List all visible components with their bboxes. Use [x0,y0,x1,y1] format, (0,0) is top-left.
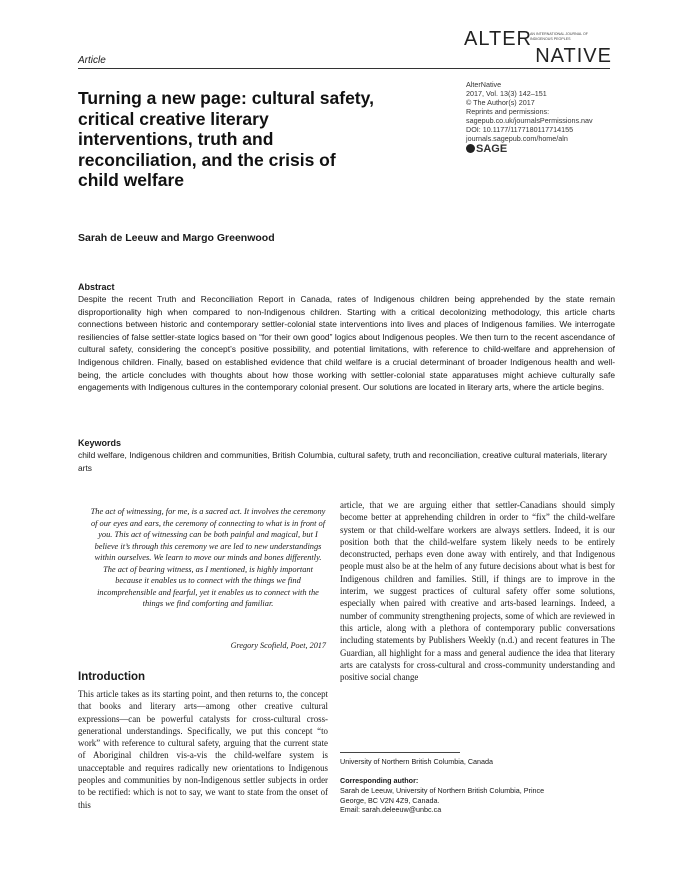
introduction-heading: Introduction [78,671,146,683]
footnote-rule [340,752,460,753]
logo-tagline: AN INTERNATIONAL JOURNAL OF INDIGENOUS PEOPLES [530,32,588,41]
meta-home-url[interactable]: journals.sagepub.com/home/aln [466,134,568,143]
logo-native: NATIVE [535,45,612,67]
meta-copyright: © The Author(s) 2017 [466,98,535,107]
article-title: Turning a new page: cultural safety, critical creative literary interventions, truth and reconciliation, and the crisis of child welfare [78,88,374,190]
sage-icon [466,144,475,153]
article-type-label: Article [78,55,106,66]
body-right-column: article, that we are arguing either that settler-Canadians should simply become better at apprehending children in order to “fix” the child-welfare system or that child-welfare workers are always settlers. Indeed, it is our position both that the child-welfare system likely needs to be entirely deconstructed, perhaps even done away with entirely, and that Indigenous people must also be at the helm of any future decisions about what is best for Indigenous children and families. Still, if things are to improve in the interim, we suggest practices of cultural safety offer some solutions, especially when paired with creative and arts-based learnings. Indeed, a number of community strengthening projects, some of which are reviewed in this article, along with a plethora of contemporary public conversations including statements by Publishers Weekly (n.d.) and recent features in The Guardian, all highlight for a mass and general audience the idea that literary arts are catalysts for cross-cultural and cross-community understanding and positive social change [340,500,615,683]
author-affiliation: University of Northern British Columbia, Canada [340,757,493,766]
meta-doi[interactable]: DOI: 10.1177/1177180117714155 [466,125,574,134]
introduction-text: This article takes as its starting point, and then returns to, the concept that books and literary arts—among other creative cultural expressions—can be powerful catalysts for cross-cultural cross-generational understandings. Specifically, we put this concept “to work” with reference to cultural safety, arguing that the current state of Aboriginal children vis-a-vis the child-welfare system is unacceptable and requires radically new orientations to Indigenous peoples and communities by non-Indigenous settler subjects in order to be rectified: which is not to say, we want to state from the onset of this [78,689,328,810]
keywords-text: child welfare, Indigenous children and communities, British Columbia, cultural safety, truth and reconciliation, creative cultural materials, literary arts [78,450,608,473]
corresponding-author-label: Corresponding author: [340,776,419,785]
logo-alter: ALTER [464,28,532,50]
publisher-name: SAGE [476,143,508,155]
meta-reprints-url[interactable]: sagepub.co.uk/journalsPermissions.nav [466,116,593,125]
epigraph-quote: The act of witnessing, for me, is a sacred act. It involves the ceremony of our eyes and ears, the ceremony of connecting to what is in front of you. This act of witnessing can be both painful and magical, but I believe it’s through this ceremony we are led to new understandings within ourselves. We learn to move our minds and bones differently. The act of bearing witness, as I mentioned, is highly important because it enables us to connect with the things we find incomprehensible and fearful, yet it enables us to connect with the things we find comforting and familiar. [90,507,326,608]
abstract-text: Despite the recent Truth and Reconciliation Report in Canada, rates of Indigenous children being apprehended by the state remain disproportionality high when compared to non-Indigenous children. Starting with a critical decolonizing methodology, this article charts connections between historic and contemporary settler-colonial state interventions into lives and places of Indigenous families. We interrogate resiliencies of false settler-state logics based on “for their own good” logics about Indigenous peoples. We then turn to the recent ascendance of cultural safety, considering the concept’s positive possibility, and potential limitations, with reference to child-welfare and apprehension of Indigenous children. Finally, based on established evidence that child welfare is a crucial determinant of broader Indigenous health and well-being, the article concludes with thoughts about how those working with settler-colonial state apparatuses might achieve culturally safe engagements with Indigenous cultures in the contemporary colonial present. Our solutions are located in literary arts, where the article begins. [78,294,615,393]
publisher-logo [466,144,616,154]
keywords-heading: Keywords [78,438,122,448]
epigraph-source: Gregory Scofield, Poet, 2017 [230,641,326,650]
authors: Sarah de Leeuw and Margo Greenwood [78,232,275,244]
abstract-heading: Abstract [78,282,115,292]
corresponding-author-email[interactable]: Email: sarah.deleeuw@unbc.ca [340,805,442,814]
journal-logo [464,28,612,68]
corresponding-author-details [340,786,570,815]
meta-volume: 2017, Vol. 13(3) 142–151 [466,89,547,98]
header-rule [78,68,610,69]
journal-meta [466,80,616,154]
corresponding-author-address: Sarah de Leeuw, University of Northern British Columbia, Prince George, BC V2N 4Z9, Canada. [340,786,545,805]
meta-reprints: Reprints and permissions: [466,107,550,116]
meta-journal: AlterNative [466,80,502,89]
